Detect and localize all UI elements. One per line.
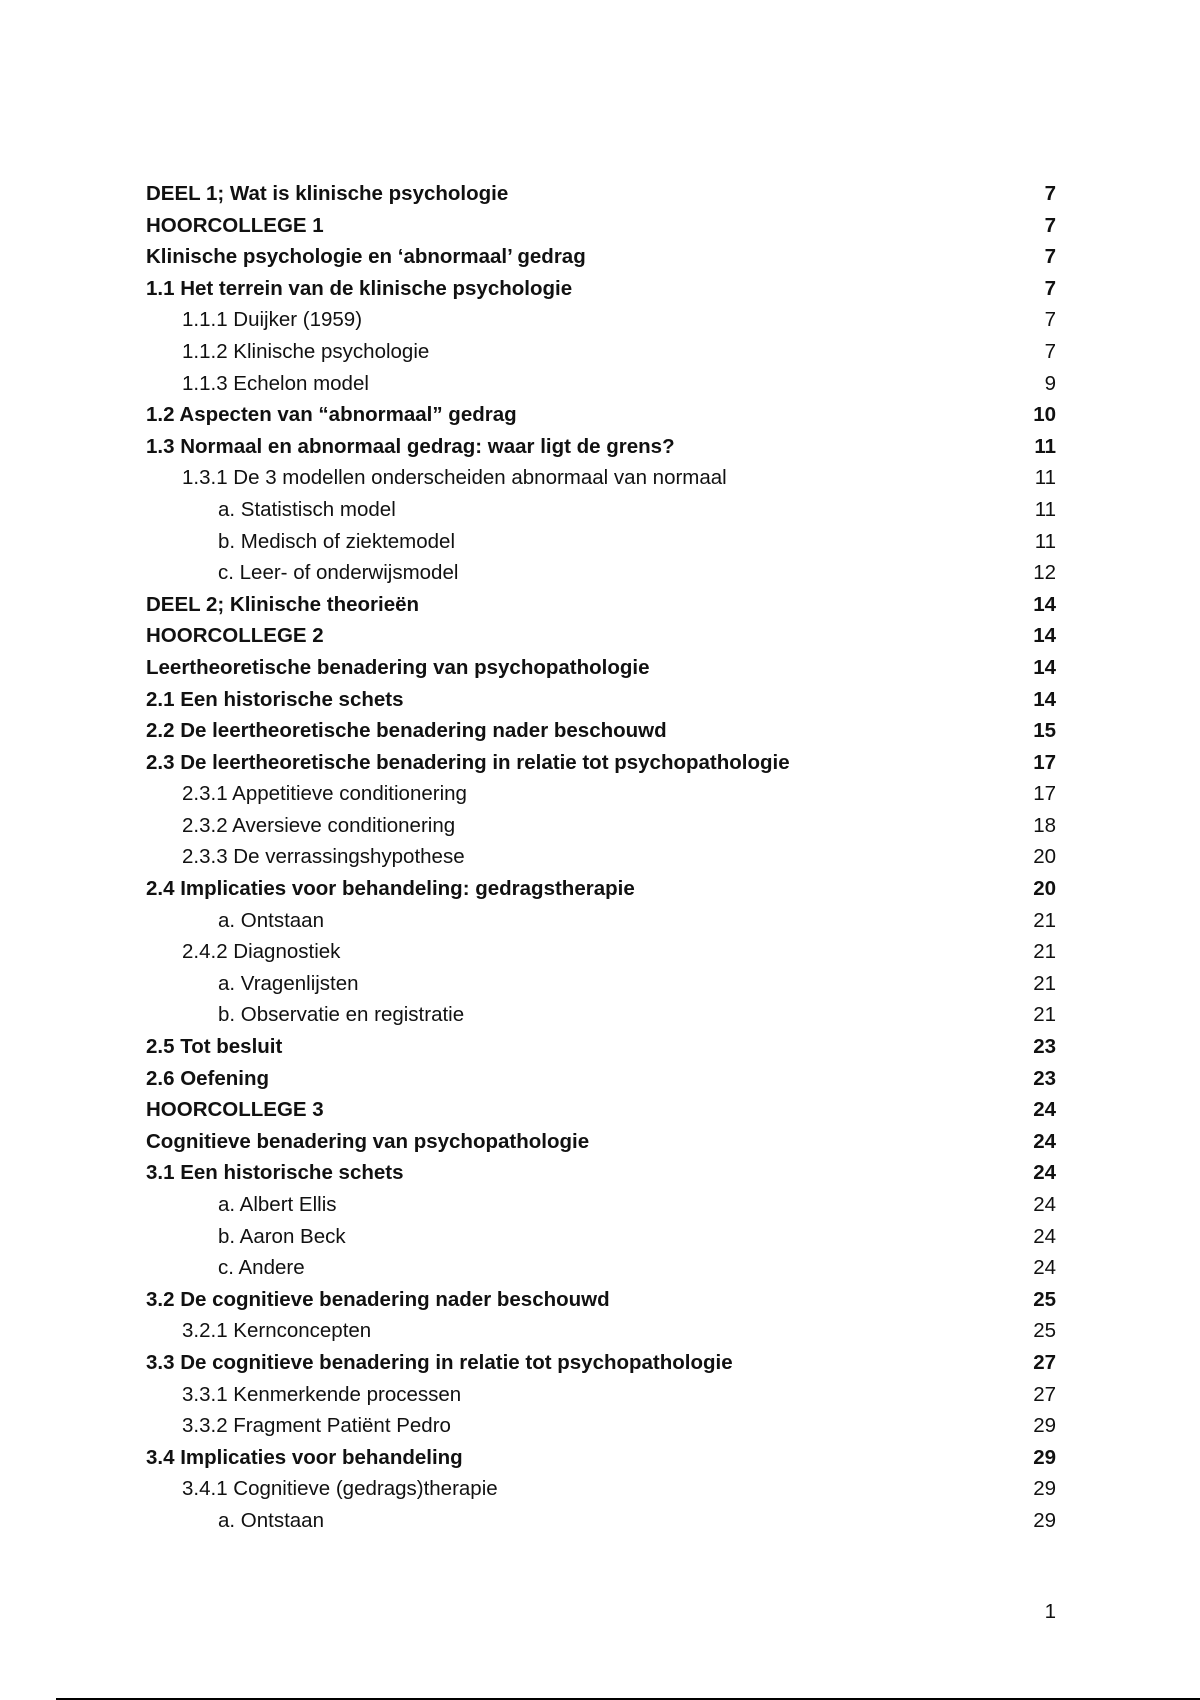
toc-entry[interactable] xyxy=(146,620,1056,652)
toc-entry-page: 29 xyxy=(1033,1445,1056,1469)
toc-entry[interactable] xyxy=(146,178,1056,210)
toc-entry-page: 29 xyxy=(1033,1508,1056,1532)
toc-entry[interactable] xyxy=(146,526,1056,558)
toc-entry-title: 3.4.1 Cognitieve (gedrags)therapie xyxy=(182,1477,498,1501)
toc-entry-title: 1.3 Normaal en abnormaal gedrag: waar ligt de grens? xyxy=(146,434,675,458)
page-number: 1 xyxy=(1044,1600,1056,1623)
toc-entry-title: 1.1 Het terrein van de klinische psychologie xyxy=(146,276,573,300)
toc-entry-title: a. Vragenlijsten xyxy=(218,971,359,995)
toc-entry[interactable] xyxy=(146,1063,1056,1095)
toc-entry-title: DEEL 2; Klinische theorieën xyxy=(146,592,420,616)
toc-entry-page: 14 xyxy=(1033,687,1056,711)
toc-entry-title: Klinische psychologie en ‘abnormaal’ gedrag xyxy=(146,245,586,269)
toc-entry-page: 24 xyxy=(1033,1256,1056,1280)
toc-entry[interactable] xyxy=(146,1221,1056,1253)
toc-entry[interactable] xyxy=(146,778,1056,810)
toc-entry-page: 11 xyxy=(1034,466,1056,490)
toc-entry-page: 24 xyxy=(1033,1098,1056,1122)
toc-entry[interactable] xyxy=(146,273,1056,305)
toc-entry[interactable] xyxy=(146,968,1056,1000)
toc-entry-title: a. Ontstaan xyxy=(218,908,324,932)
toc-entry-page: 12 xyxy=(1033,561,1056,585)
toc-entry-title: 3.1 Een historische schets xyxy=(146,1161,404,1185)
toc-entry-title: Leertheoretische benadering van psychopathologie xyxy=(146,655,650,679)
toc-entry-title: 1.3.1 De 3 modellen onderscheiden abnormaal van normaal xyxy=(182,466,727,490)
toc-entry-page: 21 xyxy=(1033,940,1056,964)
toc-entry-page: 25 xyxy=(1033,1319,1056,1343)
toc-entry-page: 18 xyxy=(1033,813,1056,837)
toc-entry-page: 9 xyxy=(1044,371,1056,395)
toc-entry-title: 2.4 Implicaties voor behandeling: gedragstherapie xyxy=(146,877,635,901)
toc-entry-title: 3.3.1 Kenmerkende processen xyxy=(182,1382,462,1406)
toc-entry[interactable] xyxy=(146,1410,1056,1442)
toc-entry-page: 21 xyxy=(1033,1003,1056,1027)
toc-entry[interactable] xyxy=(146,241,1056,273)
toc-entry-page: 17 xyxy=(1033,750,1056,774)
toc-entry-page: 24 xyxy=(1033,1161,1056,1185)
toc-entry[interactable] xyxy=(146,936,1056,968)
toc-entry[interactable] xyxy=(146,1442,1056,1474)
toc-entry-page: 21 xyxy=(1033,971,1056,995)
toc-entry-title: HOORCOLLEGE 2 xyxy=(146,624,324,648)
toc-entry-title: HOORCOLLEGE 3 xyxy=(146,1098,324,1122)
toc-entry-page: 24 xyxy=(1033,1193,1056,1216)
toc-entry-title: a. Ontstaan xyxy=(218,1508,324,1532)
toc-entry-page: 23 xyxy=(1033,1035,1056,1059)
toc-entry[interactable] xyxy=(146,1157,1056,1189)
toc-entry-title: 1.1.3 Echelon model xyxy=(182,371,369,395)
toc-entry-page: 15 xyxy=(1033,719,1056,743)
toc-entry[interactable] xyxy=(146,652,1056,684)
toc-entry[interactable] xyxy=(146,399,1056,431)
toc-entry[interactable] xyxy=(146,1189,1056,1221)
toc-entry-page: 20 xyxy=(1033,845,1056,869)
table-of-contents xyxy=(146,178,1056,1537)
toc-entry[interactable] xyxy=(146,557,1056,589)
toc-entry[interactable] xyxy=(146,431,1056,463)
toc-entry-title: 2.2 De leertheoretische benadering nader beschouwd xyxy=(146,719,667,743)
toc-entry-page: 24 xyxy=(1033,1224,1056,1248)
toc-entry-title: 2.5 Tot besluit xyxy=(146,1035,283,1059)
toc-entry-page: 14 xyxy=(1033,655,1056,679)
toc-entry[interactable] xyxy=(146,1094,1056,1126)
toc-entry[interactable] xyxy=(146,873,1056,905)
toc-entry[interactable] xyxy=(146,589,1056,621)
toc-entry[interactable] xyxy=(146,1379,1056,1411)
toc-entry[interactable] xyxy=(146,1126,1056,1158)
toc-entry-title: b. Observatie en registratie xyxy=(218,1003,465,1027)
toc-entry-page: 7 xyxy=(1044,213,1056,237)
toc-entry-title: 1.1.2 Klinische psychologie xyxy=(182,339,430,363)
toc-entry-page: 7 xyxy=(1044,276,1056,300)
toc-entry-title: HOORCOLLEGE 1 xyxy=(146,213,324,237)
toc-entry-title: 2.3.2 Aversieve conditionering xyxy=(182,813,456,837)
toc-entry-page: 24 xyxy=(1033,1129,1056,1153)
toc-entry-page: 10 xyxy=(1033,403,1056,427)
toc-entry-page: 17 xyxy=(1033,782,1056,806)
toc-entry[interactable] xyxy=(146,1347,1056,1379)
toc-entry-title: a. Albert Ellis xyxy=(218,1193,337,1216)
toc-entry[interactable] xyxy=(146,841,1056,873)
toc-entry[interactable] xyxy=(146,1031,1056,1063)
toc-entry-title: 2.6 Oefening xyxy=(146,1066,270,1090)
toc-entry-title: b. Aaron Beck xyxy=(218,1224,346,1248)
toc-entry[interactable] xyxy=(146,999,1056,1031)
toc-entry-page: 29 xyxy=(1033,1414,1056,1438)
toc-entry-title: 2.4.2 Diagnostiek xyxy=(182,940,341,964)
toc-entry-title: 3.3.2 Fragment Patiënt Pedro xyxy=(182,1414,451,1438)
toc-entry[interactable] xyxy=(146,210,1056,242)
toc-entry-title: 2.3.3 De verrassingshypothese xyxy=(182,845,465,869)
toc-entry-page: 21 xyxy=(1033,908,1056,932)
toc-entry-title: 3.2 De cognitieve benadering nader beschouwd xyxy=(146,1287,610,1311)
toc-entry[interactable] xyxy=(146,462,1056,494)
toc-entry-title: a. Statistisch model xyxy=(218,497,396,521)
toc-entry-title: b. Medisch of ziektemodel xyxy=(218,529,456,553)
toc-entry-page: 7 xyxy=(1044,245,1056,269)
toc-entry-page: 29 xyxy=(1033,1477,1056,1501)
toc-entry-page: 11 xyxy=(1034,529,1056,553)
toc-entry[interactable] xyxy=(146,810,1056,842)
toc-entry-page: 7 xyxy=(1044,339,1056,363)
toc-entry-title: 3.4 Implicaties voor behandeling xyxy=(146,1445,463,1469)
toc-entry-page: 7 xyxy=(1044,182,1056,205)
toc-entry-page: 11 xyxy=(1034,434,1056,458)
toc-entry[interactable] xyxy=(146,1315,1056,1347)
toc-entry-title: 3.2.1 Kernconcepten xyxy=(182,1319,372,1343)
toc-entry-page: 11 xyxy=(1034,497,1056,521)
toc-entry[interactable] xyxy=(146,684,1056,716)
toc-entry-page: 27 xyxy=(1033,1382,1056,1406)
toc-entry-page: 20 xyxy=(1033,877,1056,901)
toc-entry[interactable] xyxy=(146,747,1056,779)
toc-entry-title: c. Andere xyxy=(218,1256,305,1280)
toc-entry[interactable] xyxy=(146,1252,1056,1284)
toc-entry[interactable] xyxy=(146,304,1056,336)
toc-entry[interactable] xyxy=(146,336,1056,368)
toc-entry[interactable] xyxy=(146,715,1056,747)
toc-entry[interactable] xyxy=(146,1284,1056,1316)
toc-entry-title: 2.3 De leertheoretische benadering in relatie tot psychopathologie xyxy=(146,750,790,774)
toc-entry-title: Cognitieve benadering van psychopathologie xyxy=(146,1129,590,1153)
toc-entry-title: c. Leer- of onderwijsmodel xyxy=(218,561,459,585)
toc-entry-page: 14 xyxy=(1033,624,1056,648)
toc-entry-title: 2.3.1 Appetitieve conditionering xyxy=(182,782,467,806)
toc-entry-title: 3.3 De cognitieve benadering in relatie tot psychopathologie xyxy=(146,1350,733,1374)
toc-entry-page: 7 xyxy=(1044,308,1056,332)
toc-entry-page: 23 xyxy=(1033,1066,1056,1090)
toc-entry-title: DEEL 1; Wat is klinische psychologie xyxy=(146,182,509,205)
toc-entry-page: 25 xyxy=(1033,1287,1056,1311)
toc-entry[interactable] xyxy=(146,905,1056,937)
toc-entry-title: 2.1 Een historische schets xyxy=(146,687,404,711)
toc-entry-page: 27 xyxy=(1033,1350,1056,1374)
toc-entry-page: 14 xyxy=(1033,592,1056,616)
toc-entry[interactable] xyxy=(146,494,1056,526)
toc-entry[interactable] xyxy=(146,368,1056,400)
toc-entry[interactable] xyxy=(146,1505,1056,1537)
toc-entry[interactable] xyxy=(146,1473,1056,1505)
toc-entry-title: 1.2 Aspecten van “abnormaal” gedrag xyxy=(146,403,517,427)
toc-entry-title: 1.1.1 Duijker (1959) xyxy=(182,308,363,332)
